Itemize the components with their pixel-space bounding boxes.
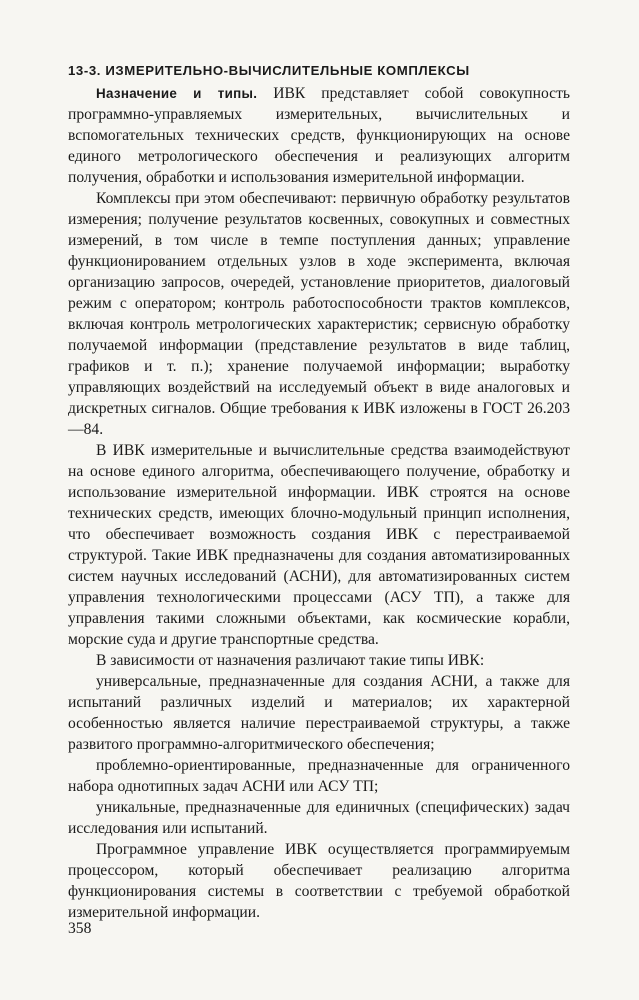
section-heading: 13-3. ИЗМЕРИТЕЛЬНО-ВЫЧИСЛИТЕЛЬНЫЕ КОМПЛЕКСЫ <box>68 63 470 78</box>
text-column <box>68 60 570 923</box>
paragraph-definition-text: ИВК представляет собой совокупность программно-управляемых измерительных, вычислительных и вспомогательных технических средств, функционирующих на основе единого метрологического обеспечения и реализующих алгоритм получения, обработки и использования измерительной информации. <box>68 85 571 186</box>
paragraph-structure: В ИВК измерительные и вычислительные средства взаимодействуют на основе единого алгоритма, обеспечивающего получение, обработку и использование измерительной информации. ИВК строятся на основе технических средств, имеющих блочно-модульный принцип исполнения, что обеспечивает возможность создания ИВК с перестраиваемой структурой. Такие ИВК предназначены для создания автоматизированных систем научных исследований (АСНИ), для автоматизированных систем управления технологическими процессами (АСУ ТП), а также для управления такими сложными объектами, как космические корабли, морские суда и другие транспортные средства. <box>68 442 570 648</box>
paragraph-control: Программное управление ИВК осуществляется программируемым процессором, который обеспечивает реализацию алгоритма функционирования системы в соответствии с требуемой обработкой измерительной информации. <box>68 841 570 921</box>
type-universal: универсальные, предназначенные для создания АСНИ, а также для испытаний различных изделий и материалов; их характерной особенностью является наличие перестраиваемой структуры, а также развитого программно-алгоритмического обеспечения; <box>68 673 570 753</box>
type-problem-oriented: проблемно-ориентированные, предназначенные для ограниченного набора однотипных задач АСНИ или АСУ ТП; <box>68 757 570 795</box>
page-number: 358 <box>68 920 92 937</box>
paragraph-types-intro: В зависимости от назначения различают такие типы ИВК: <box>96 652 485 669</box>
paragraph-functions: Комплексы при этом обеспечивают: первичную обработку результатов измерения; получение результатов косвенных, совокупных и совместных измерений, в том числе в темпе поступления данных; управление функционированием отдельных узлов в ходе эксперимента, включая организацию запросов, очередей, установление приоритетов, диалоговый режим с оператором; контроль работоспособности трактов комплексов, включая контроль метрологических характеристик; сервисную обработку получаемой информации (представление результатов в виде таблиц, графиков и т. п.); хранение получаемой информации; выработку управляющих воздействий на исследуемый объект в виде аналоговых и дискретных сигналов. Общие требования к ИВК изложены в ГОСТ 26.203—84. <box>68 190 570 438</box>
runin-title: Назначение и типы. <box>96 86 258 101</box>
paragraph-definition <box>68 83 570 188</box>
type-unique: уникальные, предназначенные для единичных (специфических) задач исследования или испытаний. <box>68 799 570 837</box>
